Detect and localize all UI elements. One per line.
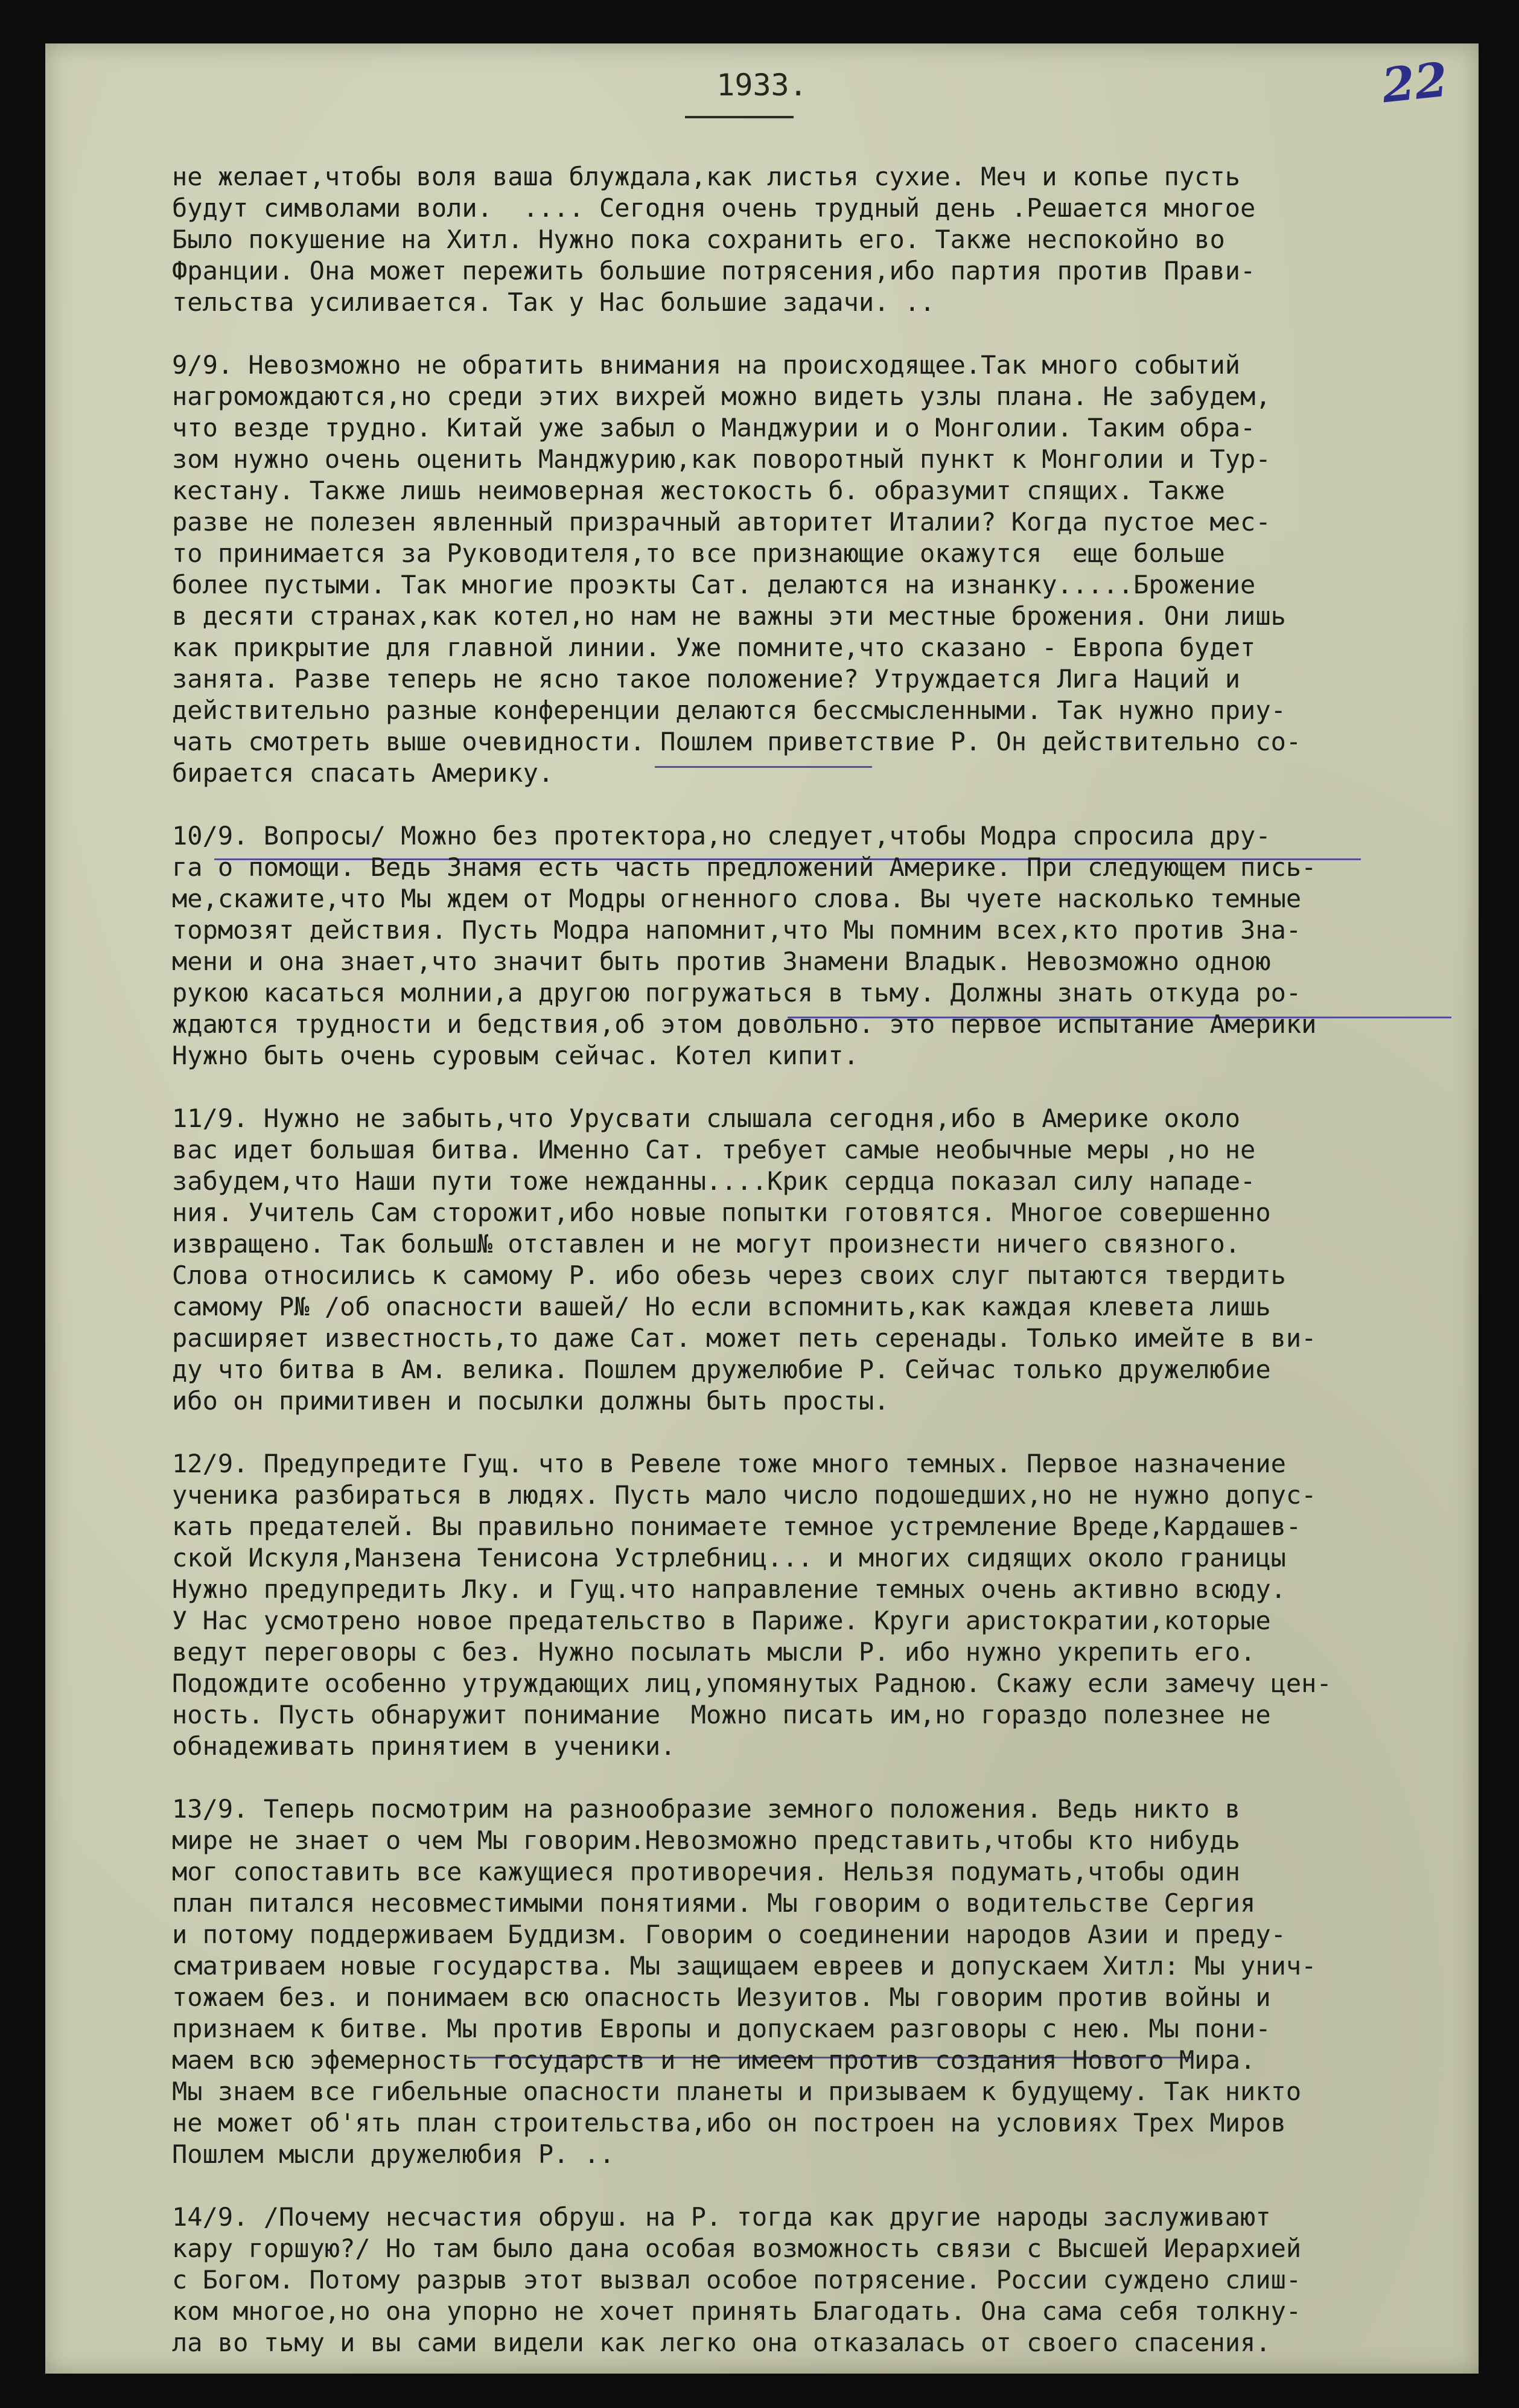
- diary-entry: [172, 350, 1470, 789]
- typed-line: извращено. Так больш№ отставлен и не могут произнести ничего связного.: [172, 1229, 1241, 1259]
- typed-line: ность. Пусть обнаружит понимание Можно писать им,но гораздо полезнее не: [172, 1700, 1271, 1729]
- typed-line: и потому поддерживаем Буддизм. Говорим о соединении народов Азии и преду-: [172, 1920, 1286, 1949]
- typed-line: ме,скажите,что Мы ждем от Модры огненного слова. Вы чуете насколько темные: [172, 884, 1302, 913]
- typed-line: кару горшую?/ Но там было дана особая возможность связи с Высшей Иерархией: [172, 2234, 1302, 2263]
- diary-entry: [172, 1793, 1470, 2170]
- typed-line: ской Искуля,Манзена Тенисона Устрлебниц... и многих сидящих около границы: [172, 1543, 1286, 1573]
- typed-line: кать предателей. Вы правильно понимаете темное устремление Вреде,Кардашев-: [172, 1512, 1302, 1541]
- typed-line: тельства усиливается. Так у Нас большие задачи. ..: [172, 287, 935, 317]
- typed-line: ученика разбираться в людях. Пусть мало число подошедших,но не нужно допус-: [172, 1480, 1317, 1510]
- typed-line: Мы знаем все гибельные опасности планеты и призываем к будущему. Так никто: [172, 2077, 1302, 2106]
- typed-line: У Нас усмотрено новое предательство в Париже. Круги аристократии,которые: [172, 1606, 1271, 1635]
- typed-line: 14/9. /Почему несчастия обруш. на Р. тогда как другие народы заслуживают: [172, 2202, 1271, 2232]
- typed-line: мире не знает о чем Мы говорим.Невозможно представить,чтобы кто нибудь: [172, 1825, 1241, 1855]
- typed-line: не может об'ять план строительства,ибо он построен на условиях Трех Миров: [172, 2108, 1286, 2138]
- typed-line: Было покушение на Хитл. Нужно пока сохранить его. Также неспокойно во: [172, 225, 1225, 254]
- typed-line: как прикрытие для главной линии. Уже помните,что сказано - Европа будет: [172, 633, 1256, 662]
- typed-line: ведут переговоры с без. Нужно посылать мысли Р. ибо нужно укрепить его.: [172, 1637, 1256, 1667]
- typed-line: признаем к битве. Мы против Европы и допускаем разговоры с нею. Мы пони-: [172, 2014, 1271, 2043]
- diary-entry: [172, 820, 1470, 1071]
- typed-line: Пошлем мысли дружелюбия Р. ..: [172, 2139, 615, 2169]
- diary-entry: [172, 1103, 1470, 1417]
- typed-line: в десяти странах,как котел,но нам не важны эти местные брожения. Они лишь: [172, 601, 1286, 631]
- typed-line: ком многое,но она упорно не хочет принять Благодать. Она сама себя толкну-: [172, 2296, 1302, 2326]
- typed-line: тормозят действия. Пусть Модра напомнит,что Мы помним всех,кто против Зна-: [172, 915, 1302, 945]
- typed-line: Франции. Она может пережить большие потрясения,ибо партия против Прави-: [172, 256, 1256, 286]
- typed-line: Нужно быть очень суровым сейчас. Котел кипит.: [172, 1041, 859, 1070]
- typed-line: сматриваем новые государства. Мы защищаем евреев и допускаем Хитл: Мы унич-: [172, 1951, 1317, 1981]
- typed-line: 12/9. Предупредите Гущ. что в Ревеле тоже много темных. Первое назначение: [172, 1449, 1286, 1478]
- typed-line: занята. Разве теперь не ясно такое положение? Утруждается Лига Наций и: [172, 664, 1241, 694]
- typed-line: расширяет известность,то даже Сат. может петь серенады. Только имейте в ви-: [172, 1323, 1317, 1353]
- typed-line: ла во тьму и вы сами видели как легко она отказалась от своего спасения.: [172, 2328, 1271, 2357]
- typed-line: мени и она знает,что значит быть против Знамени Владык. Невозможно одною: [172, 947, 1271, 976]
- typed-line: обнадеживать принятием в ученики.: [172, 1731, 676, 1761]
- typed-line: с Богом. Потому разрыв этот вызвал особое потрясение. России суждено слиш-: [172, 2265, 1302, 2295]
- typed-line: более пустыми. Так многие проэкты Сат. делаются на изнанку.....Брожение: [172, 570, 1256, 599]
- typed-line: самому Р№ /об опасности вашей/ Но если вспомнить,как каждая клевета лишь: [172, 1292, 1271, 1321]
- typed-line: рукою касаться молнии,а другою погружаться в тьму. Должны знать откуда ро-: [172, 978, 1302, 1008]
- typed-line: Подождите особенно утруждающих лиц,упомянутых Радною. Скажу если замечу цен-: [172, 1669, 1332, 1698]
- typed-line: будут символами воли. .... Сегодня очень трудный день .Решается многое: [172, 193, 1256, 223]
- document-body: [172, 161, 1470, 2390]
- typed-line: ния. Учитель Сам сторожит,ибо новые попытки готовятся. Многое совершенно: [172, 1198, 1271, 1227]
- typed-line: ибо он примитивен и посылки должны быть просты.: [172, 1386, 890, 1416]
- typed-line: маем всю эфемерность государств и не имеем против создания Нового Мира.: [172, 2045, 1256, 2075]
- diary-entry: [172, 1448, 1470, 1762]
- typed-line: 13/9. Теперь посмотрим на разнообразие земного положения. Ведь никто в: [172, 1794, 1241, 1824]
- typed-line: что везде трудно. Китай уже забыл о Манджурии и о Монголии. Таким обра-: [172, 413, 1256, 442]
- typed-line: 9/9. Невозможно не обратить внимания на происходящее.Так много событий: [172, 350, 1241, 380]
- typed-line: ждаются трудности и бедствия,об этом довольно. это первое испытание Америки: [172, 1009, 1317, 1039]
- typed-line: га о помощи. Ведь Знамя есть часть предложений Америке. При следующем пись-: [172, 852, 1317, 882]
- typed-line: не желает,чтобы воля ваша блуждала,как листья сухие. Меч и копье пусть: [172, 162, 1241, 191]
- diary-entry: [172, 161, 1470, 318]
- typed-line: 10/9. Вопросы/ Можно без протектора,но следует,чтобы Модра спросила дру-: [172, 821, 1271, 851]
- typed-line: ду что битва в Ам. велика. Пошлем дружелюбие Р. Сейчас только дружелюбие: [172, 1355, 1271, 1384]
- header-underline: [685, 116, 794, 118]
- handwritten-page-number: 22: [1379, 52, 1451, 114]
- typed-line: тожаем без. и понимаем всю опасность Иезуитов. Мы говорим против войны и: [172, 1982, 1271, 2012]
- typed-line: бирается спасать Америку.: [172, 758, 554, 788]
- typed-line: чать смотреть выше очевидности. Пошлем приветствие Р. Он действительно со-: [172, 727, 1302, 756]
- typed-line: зом нужно очень оценить Манджурию,как поворотный пункт к Монголии и Тур-: [172, 444, 1271, 474]
- typed-line: нагромождаются,но среди этих вихрей можно видеть узлы плана. Не забудем,: [172, 382, 1271, 411]
- document-sheet: [45, 43, 1479, 2374]
- typed-line: действительно разные конференции делаются бессмысленными. Так нужно приу-: [172, 695, 1286, 725]
- typed-line: то принимается за Руководителя,то все признающие окажутся еще больше: [172, 538, 1225, 568]
- diary-entry: [172, 2202, 1470, 2358]
- typed-line: вас идет большая битва. Именно Сат. требует самые необычные меры ,но не: [172, 1135, 1256, 1164]
- typed-line: мог сопоставить все кажущиеся противоречия. Нельзя подумать,чтобы один: [172, 1857, 1241, 1886]
- typed-line: забудем,что Наши пути тоже нежданны....Крик сердца показал силу нападе-: [172, 1166, 1256, 1196]
- typed-line: Слова относились к самому Р. ибо обезь через своих слуг пытаются твердить: [172, 1260, 1286, 1290]
- typed-line: Нужно предупредить Лку. и Гущ.что направление темных очень активно всюду.: [172, 1574, 1286, 1604]
- typed-line: разве не полезен явленный призрачный авторитет Италии? Когда пустое мес-: [172, 507, 1271, 537]
- typed-line: 11/9. Нужно не забыть,что Урусвати слышала сегодня,ибо в Америке около: [172, 1103, 1241, 1133]
- typed-line: кестану. Также лишь неимоверная жестокость б. образумит спящих. Также: [172, 476, 1225, 505]
- typed-line: план питался несовместимыми понятиями. Мы говорим о водительстве Сергия: [172, 1888, 1256, 1918]
- document-year-header: 1933.: [716, 68, 807, 103]
